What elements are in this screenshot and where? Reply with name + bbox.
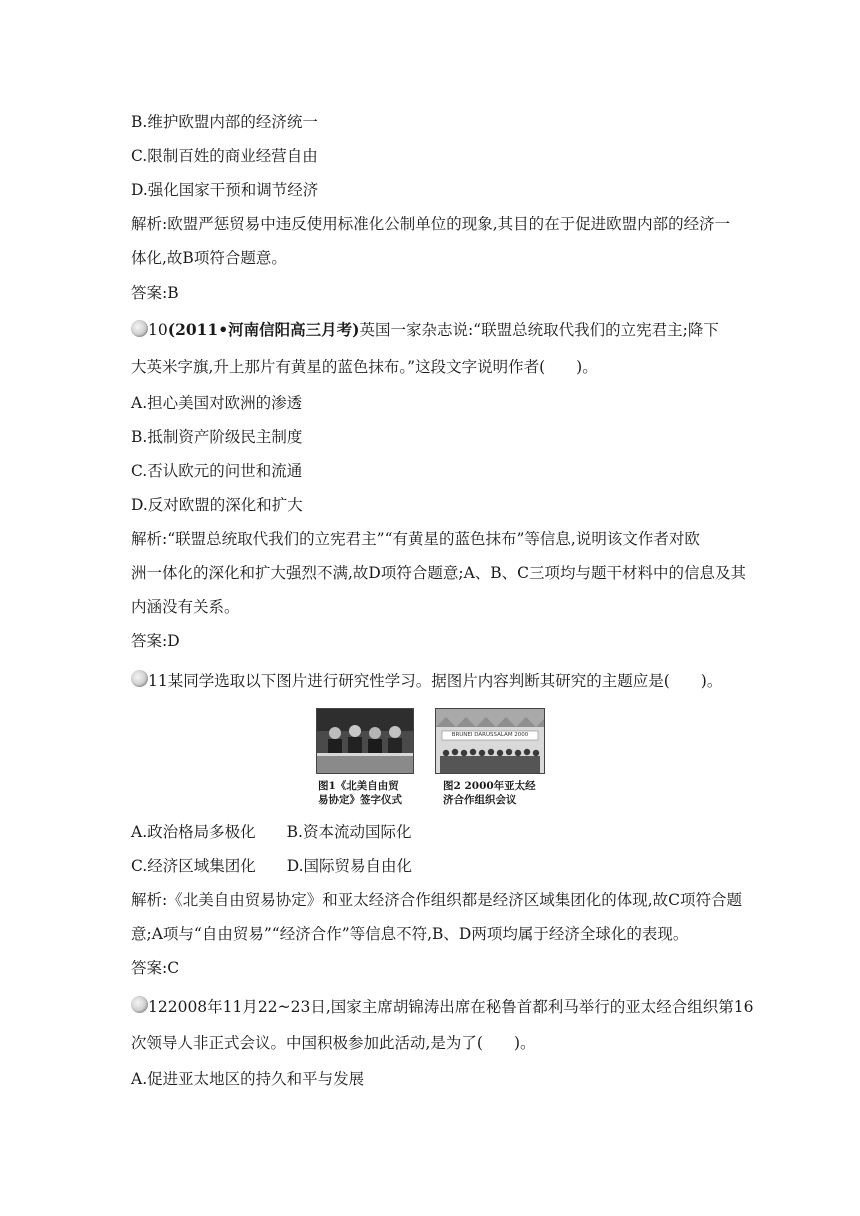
q9-option-c: C.限制百姓的商业经营自由 [131, 147, 318, 165]
nafta-signing-photo [316, 708, 414, 774]
q9-answer: 答案:B [131, 284, 179, 302]
apec-2000-meeting-photo [435, 708, 545, 774]
q10-analysis-line-1: 解析:“联盟总统取代我们的立宪君主”“有黄星的蓝色抹布”等信息,说明该文作者对欧 [131, 530, 700, 548]
question-marker-icon [131, 670, 148, 687]
question-marker-icon [131, 996, 148, 1013]
q9-option-d: D.强化国家干预和调节经济 [131, 181, 319, 199]
q10-stem-text: 英国一家杂志说:“联盟总统取代我们的立宪君主;降下 [359, 321, 719, 339]
q10-source: (2011•河南信阳高三月考) [167, 320, 360, 339]
q10-answer: 答案:D [131, 632, 180, 650]
q12-stem-line-1: 122008年11月22~23日,国家主席胡锦涛出席在秘鲁首都利马举行的亚太经合组织第16 [148, 998, 754, 1016]
q11-stem: 11某同学选取以下图片进行研究性学习。据图片内容判断其研究的主题应是( )。 [148, 672, 723, 690]
q9-analysis-line-2: 体化,故B项符合题意。 [131, 249, 287, 267]
q10-option-a: A.担心美国对欧洲的渗透 [131, 394, 303, 412]
apec-banner-text: BRUNEI DARUSSALAM 2000 [451, 732, 529, 738]
q11-analysis-line-2: 意;A项与“自由贸易”“经济合作”等信息不符,B、D两项均属于经济全球化的表现。 [131, 925, 689, 943]
q11-options-cd: C.经济区域集团化 D.国际贸易自由化 [131, 857, 413, 875]
q10-option-b: B.抵制资产阶级民主制度 [131, 428, 303, 446]
q10-analysis-line-3: 内涵没有关系。 [131, 598, 240, 616]
figure1-caption-line-1: 图1《北美自由贸 [318, 780, 399, 792]
q10-option-d: D.反对欧盟的深化和扩大 [131, 496, 303, 514]
figure1-caption-line-2: 易协定》签字仪式 [318, 794, 402, 806]
q12-stem-line-2: 次领导人非正式会议。中国积极参加此活动,是为了( )。 [131, 1034, 536, 1052]
q11-answer: 答案:C [131, 959, 180, 977]
q10-analysis-line-2: 洲一体化的深化和扩大强烈不满,故D项符合题意;A、B、C三项均与题干材料中的信息及其 [131, 564, 747, 582]
q9-option-b: B.维护欧盟内部的经济统一 [131, 113, 318, 131]
figure2-caption-line-2: 济合作组织会议 [443, 794, 517, 806]
q10-option-c: C.否认欧元的问世和流通 [131, 462, 303, 480]
q10-stem-line-2: 大英米字旗,升上那片有黄星的蓝色抹布。”这段文字说明作者( )。 [131, 358, 598, 376]
q11-analysis-line-1: 解析:《北美自由贸易协定》和亚太经济合作组织都是经济区域集团化的体现,故C项符合题 [131, 891, 743, 909]
q10-number: 10 [148, 321, 168, 339]
apec-2000-meeting-photo-illustration [436, 709, 544, 773]
q9-analysis-line-1: 解析:欧盟严惩贸易中违反使用标准化公制单位的现象,其目的在于促进欧盟内部的经济一 [131, 215, 731, 233]
q11-options-ab: A.政治格局多极化 B.资本流动国际化 [131, 823, 412, 841]
q12-option-a: A.促进亚太地区的持久和平与发展 [131, 1070, 365, 1088]
q10-stem-line-1 [148, 320, 719, 340]
nafta-signing-photo-illustration [317, 709, 413, 773]
question-marker-icon [131, 320, 148, 337]
figure2-caption-line-1: 图2 2000年亚太经 [443, 780, 536, 792]
